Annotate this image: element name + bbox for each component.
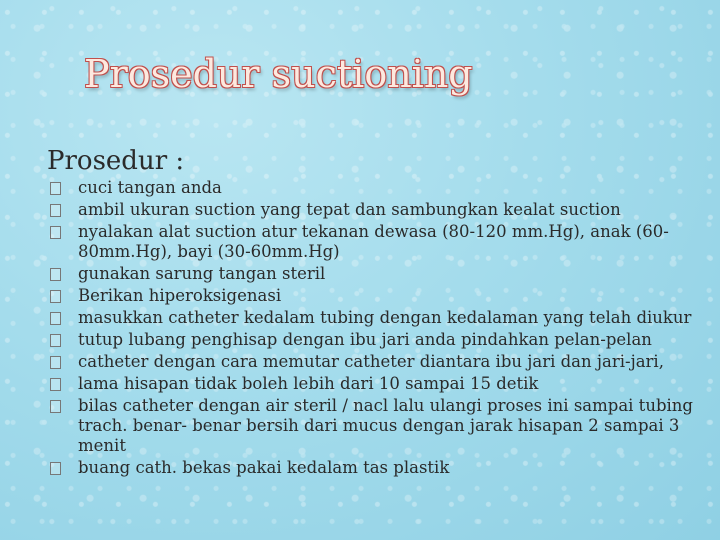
list-item-text: catheter dengan cara memutar catheter diantara ibu jari dan jari-jari, — [78, 352, 664, 371]
list-item-text: lama hisapan tidak boleh lebih dari 10 sampai 15 detik — [78, 374, 539, 393]
square-bullet-icon — [50, 268, 61, 281]
square-bullet-icon — [50, 462, 61, 475]
square-bullet-icon — [50, 312, 61, 325]
list-item — [50, 352, 695, 372]
list-item-text: ambil ukuran suction yang tepat dan sambungkan kealat suction — [78, 200, 621, 219]
square-bullet-icon — [50, 334, 61, 347]
slide-subtitle: Prosedur : — [47, 146, 185, 176]
square-bullet-icon — [50, 290, 61, 303]
list-item — [50, 200, 695, 220]
list-item-text: cuci tangan anda — [78, 178, 222, 197]
list-item — [50, 458, 695, 478]
square-bullet-icon — [50, 356, 61, 369]
list-item-text: Berikan hiperoksigenasi — [78, 286, 282, 305]
list-item-text: buang cath. bekas pakai kedalam tas plastik — [78, 458, 450, 477]
list-item — [50, 330, 695, 350]
list-item — [50, 396, 695, 456]
square-bullet-icon — [50, 378, 61, 391]
square-bullet-icon — [50, 204, 61, 217]
square-bullet-icon — [50, 400, 61, 413]
list-item — [50, 308, 695, 328]
list-item-text: gunakan sarung tangan steril — [78, 264, 326, 283]
list-item-text: nyalakan alat suction atur tekanan dewasa (80-120 mm.Hg), anak (60-80mm.Hg), bayi (30-60mm.Hg) — [78, 222, 669, 261]
procedure-list — [50, 178, 695, 480]
list-item — [50, 374, 695, 394]
list-item-text: masukkan catheter kedalam tubing dengan kedalaman yang telah diukur — [78, 308, 692, 327]
list-item — [50, 264, 695, 284]
list-item-text: bilas catheter dengan air steril / nacl lalu ulangi proses ini sampai tubing trach. benar- benar bersih dari mucus dengan jarak hisapan 2 sampai 3 menit — [78, 396, 693, 455]
square-bullet-icon — [50, 226, 61, 239]
list-item — [50, 286, 695, 306]
list-item-text: tutup lubang penghisap dengan ibu jari anda pindahkan pelan-pelan — [78, 330, 652, 349]
list-item — [50, 178, 695, 198]
list-item — [50, 222, 695, 262]
square-bullet-icon — [50, 182, 61, 195]
slide-title: Prosedur suctioning — [84, 52, 473, 96]
